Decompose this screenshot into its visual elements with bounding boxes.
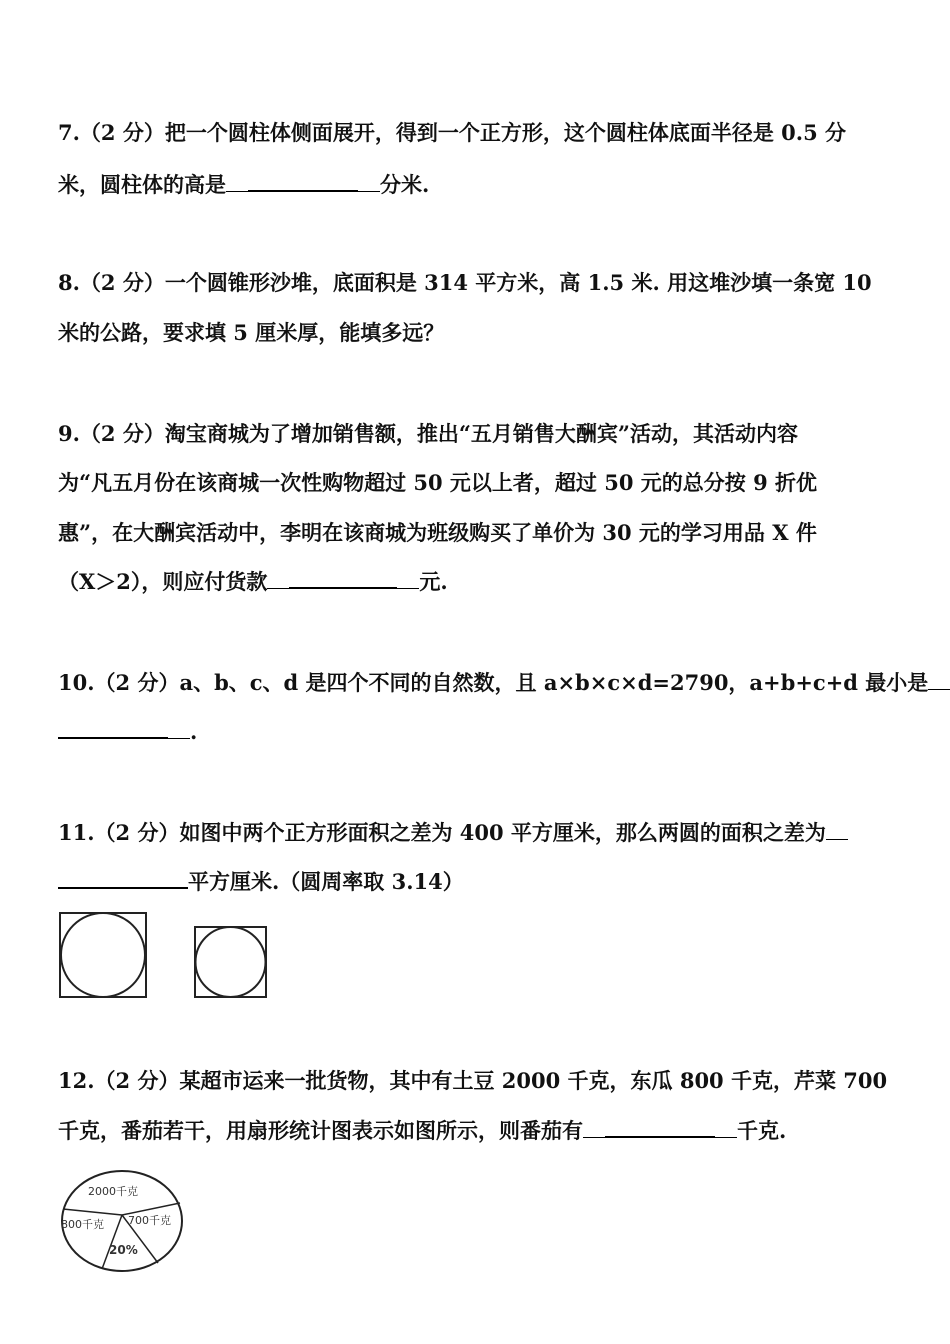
q11-line-1-text: 11.（2 分）如图中两个正方形面积之差为 400 平方厘米，那么两圆的面积之差为 <box>58 820 826 845</box>
large-circle <box>61 913 145 997</box>
q8-line-2: 米的公路，要求填 5 厘米厚，能填多远？ <box>58 320 445 345</box>
slice-label-tomato: 20% <box>109 1243 138 1257</box>
small-circle <box>196 927 266 997</box>
q11-line-2-text: 平方厘米.（圆周率取 3.14） <box>188 869 464 894</box>
q9-line-4-unit: 元. <box>419 569 448 594</box>
q10-answer-blank[interactable] <box>58 719 168 739</box>
q9-line-1: 9.（2 分）淘宝商城为了增加销售额，推出“五月销售大酬宾”活动，其活动内容 <box>58 421 799 446</box>
q7-line-2 <box>58 170 429 200</box>
q7-line-1: 7.（2 分）把一个圆柱体侧面展开，得到一个正方形，这个圆柱体底面半径是 0.5 分 <box>58 120 846 145</box>
q9-answer-blank[interactable] <box>289 569 397 589</box>
q10-line-1 <box>58 668 950 698</box>
slice-label-potato: 2000千克 <box>88 1185 138 1198</box>
q12-answer-blank[interactable] <box>605 1118 715 1138</box>
slice-label-winter-melon: 800千克 <box>61 1218 104 1231</box>
q10-line-2-end: . <box>190 719 198 744</box>
q11-line-1 <box>58 818 848 848</box>
q8-line-1: 8.（2 分）一个圆锥形沙堆，底面积是 314 平方米，高 1.5 米. 用这堆沙填一条宽 10 <box>58 270 872 295</box>
pie-chart <box>58 1168 188 1274</box>
q10-line-1-text: 10.（2 分）a、b、c、d 是四个不同的自然数，且 a×b×c×d=2790，a+b+c+d 最小是 <box>58 670 929 695</box>
q9-line-4-text: （X＞2），则应付货款 <box>58 569 268 594</box>
pie-divider-bottom-left <box>102 1215 122 1269</box>
squares-circles-figure <box>58 910 273 1002</box>
pie-divider-left <box>63 1209 122 1215</box>
q12-line-2-text: 千克，番茄若干，用扇形统计图表示如图所示，则番茄有 <box>58 1118 583 1143</box>
q7-answer-blank[interactable] <box>248 172 358 192</box>
q12-line-2 <box>58 1116 786 1146</box>
q11-line-2 <box>58 867 464 897</box>
q12-line-1: 12.（2 分）某超市运来一批货物，其中有土豆 2000 千克，东瓜 800 千克，芹菜 700 <box>58 1068 888 1093</box>
q10-line-2 <box>58 717 197 747</box>
q7-line-2-text: 米，圆柱体的高是 <box>58 172 226 197</box>
q9-line-3: 惠”，在大酬宾活动中，李明在该商城为班级购买了单价为 30 元的学习用品 X 件 <box>58 520 817 545</box>
q11-answer-blank[interactable] <box>58 869 188 889</box>
q7-line-2-unit: 分米. <box>380 172 430 197</box>
q9-line-4 <box>58 567 448 597</box>
q9-line-2: 为“凡五月份在该商城一次性购物超过 50 元以上者，超过 50 元的总分按 9 折优 <box>58 470 818 495</box>
slice-label-celery: 700千克 <box>128 1214 171 1227</box>
q12-line-2-unit: 千克. <box>737 1118 787 1143</box>
